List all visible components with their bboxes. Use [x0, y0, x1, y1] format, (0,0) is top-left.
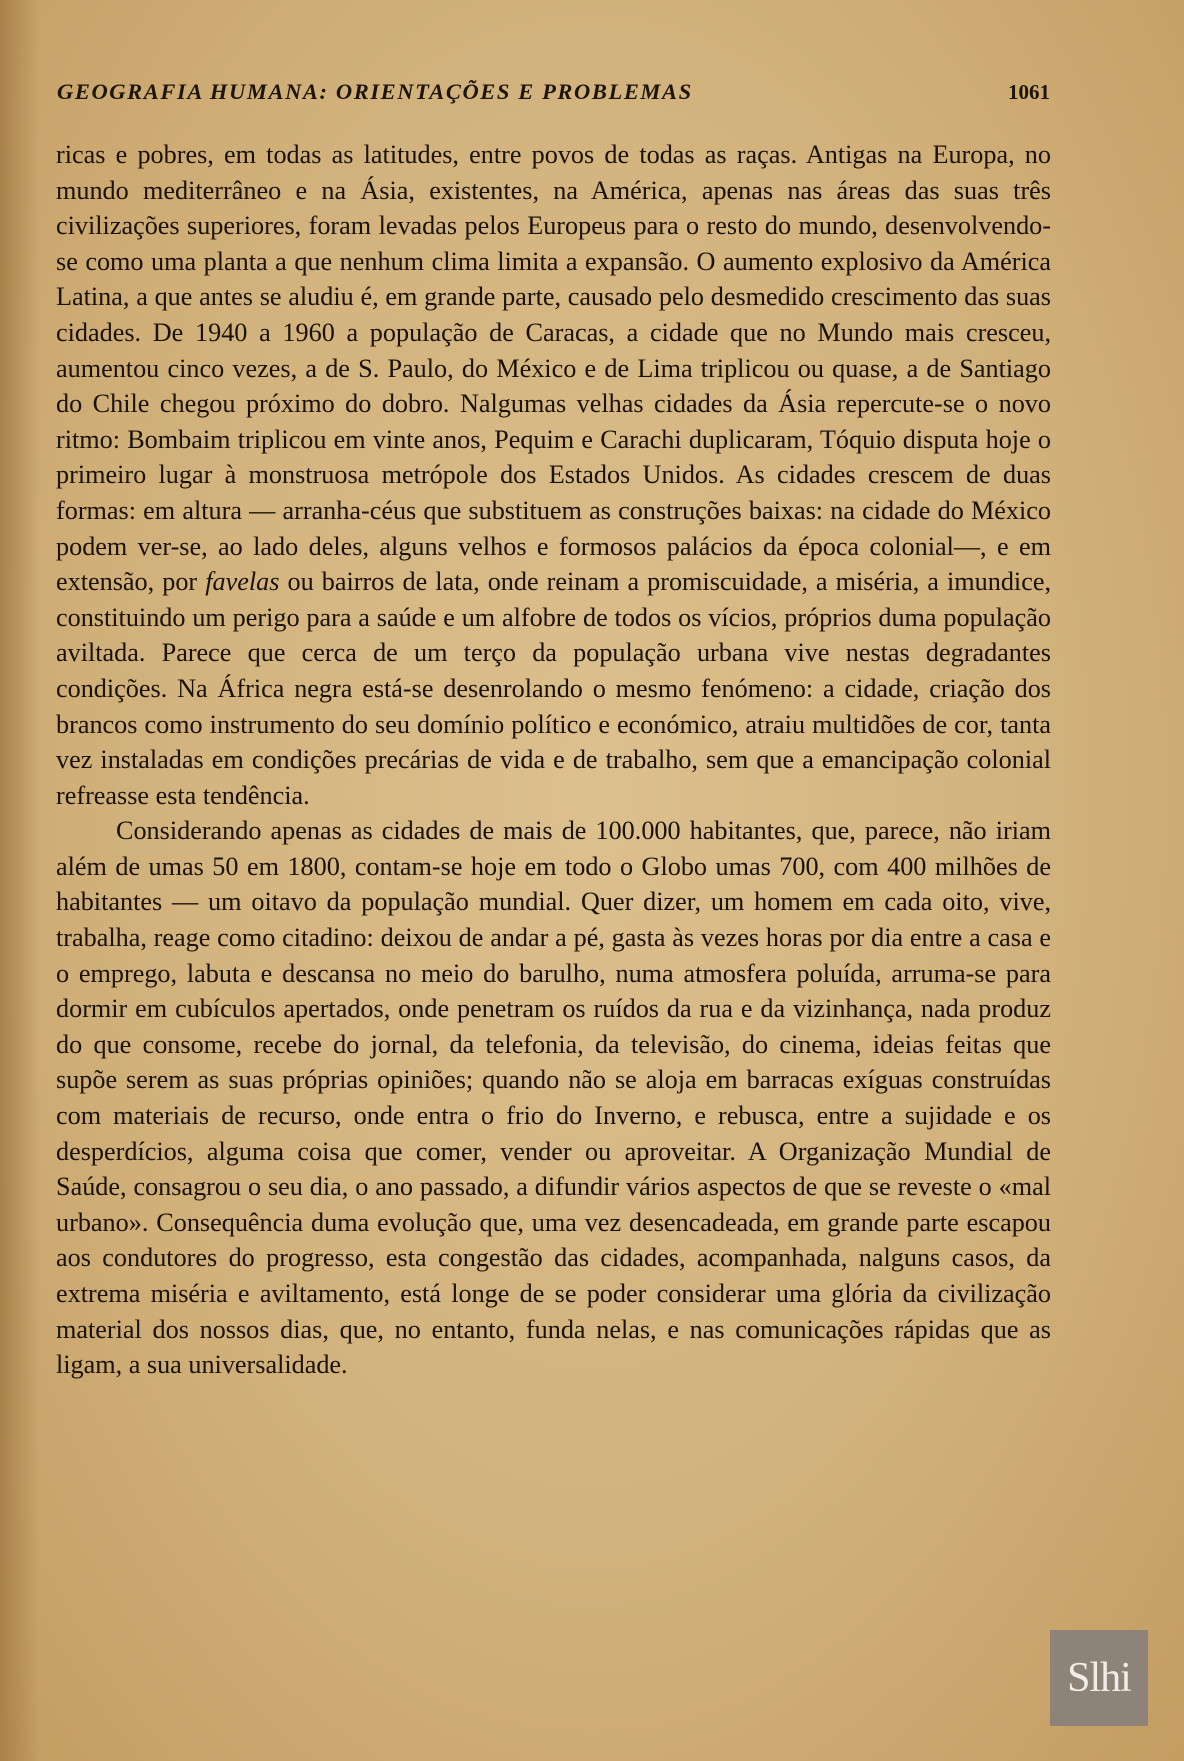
- body-text: [56, 137, 1051, 1383]
- paragraph-1-part-1: ricas e pobres, em todas as latitudes, entre povos de todas as raças. Antigas na Europa, no mundo mediterrâneo e na Ásia, existentes, na América, apenas nas áreas das suas três civilizações superiores, foram levadas pelos Europeus para o resto do mundo, desenvolvendo-se como uma planta a que nenhum clima limita a expansão. O aumento explosivo da América Latina, a que antes se aludiu é, em grande parte, causado pelo desmedido crescimento das suas cidades. De 1940 a 1960 a população de Caracas, a cidade que no Mundo mais cresceu, aumentou cinco vezes, a de S. Paulo, do México e de Lima triplicou ou quase, a de Santiago do Chile chegou próximo do dobro. Nalgumas velhas cidades da Ásia repercute-se o novo ritmo: Bombaim triplicou em vinte anos, Pequim e Carachi duplicaram, Tóquio disputa hoje o primeiro lugar à monstruosa metrópole dos Estados Unidos. As cidades crescem de duas formas: em altura — arranha-céus que substituem as construções baixas: na cidade do México podem ver-se, ao lado deles, alguns velhos e formosos palácios da época colonial—, e em extensão, por: [56, 140, 1051, 597]
- running-title: GEOGRAFIA HUMANA: ORIENTAÇÕES E PROBLEMAS: [57, 79, 693, 104]
- paragraph-2: Considerando apenas as cidades de mais de 100.000 habitantes, que, parece, não iriam além de umas 50 em 1800, contam-se hoje em todo o Globo umas 700, com 400 milhões de habitantes — um oitavo da população mundial. Quer dizer, um homem em cada oito, vive, trabalha, reage como citadino: deixou de andar a pé, gasta às vezes horas por dia entre a casa e o emprego, labuta e descansa no meio do barulho, numa atmosfera poluída, arruma-se para dormir em cubículos apertados, onde penetram os ruídos da rua e da vizinhança, nada produz do que consome, recebe do jornal, da telefonia, da televisão, do cinema, ideias feitas que supõe serem as suas próprias opiniões; quando não se aloja em barracas exíguas construídas com materiais de recurso, onde entra o frio do Inverno, e rebusca, entre a sujidade e os desperdícios, alguma coisa que comer, vender ou aproveitar. A Organização Mundial de Saúde, consagrou o seu dia, o ano passado, a difundir vários aspectos de que se reveste o «mal urbano». Consequência duma evolução que, uma vez desencadeada, em grande parte escapou aos condutores do progresso, esta congestão das cidades, acompanhada, nalguns casos, da extrema miséria e aviltamento, está longe de se poder considerar uma glória da civilização material dos nossos dias, que, no entanto, funda nelas, e nas comunicações rápidas que as ligam, a sua universalidade.: [56, 816, 1051, 1380]
- paragraph-1-part-2: ou bairros de lata, onde reinam a promiscuidade, a miséria, a imundice, constituindo um perigo para a saúde e um alfobre de todos os vícios, próprios duma população aviltada. Parece que cerca de um terço da população urbana vive nestas degradantes condições. Na África negra está-se desenrolando o mesmo fenómeno: a cidade, criação dos brancos como instrumento do seu domínio político e económico, atraiu multidões de cor, tanta vez instaladas em condições precárias de vida e de trabalho, sem que a emancipação colonial refreasse esta tendência.: [56, 567, 1051, 810]
- running-head: [57, 74, 1050, 110]
- paragraph-1: [56, 137, 1051, 813]
- italic-term-favelas: favelas: [205, 567, 280, 597]
- library-stamp-logo: Slhi: [1050, 1630, 1148, 1726]
- page-number: 1061: [1008, 79, 1050, 104]
